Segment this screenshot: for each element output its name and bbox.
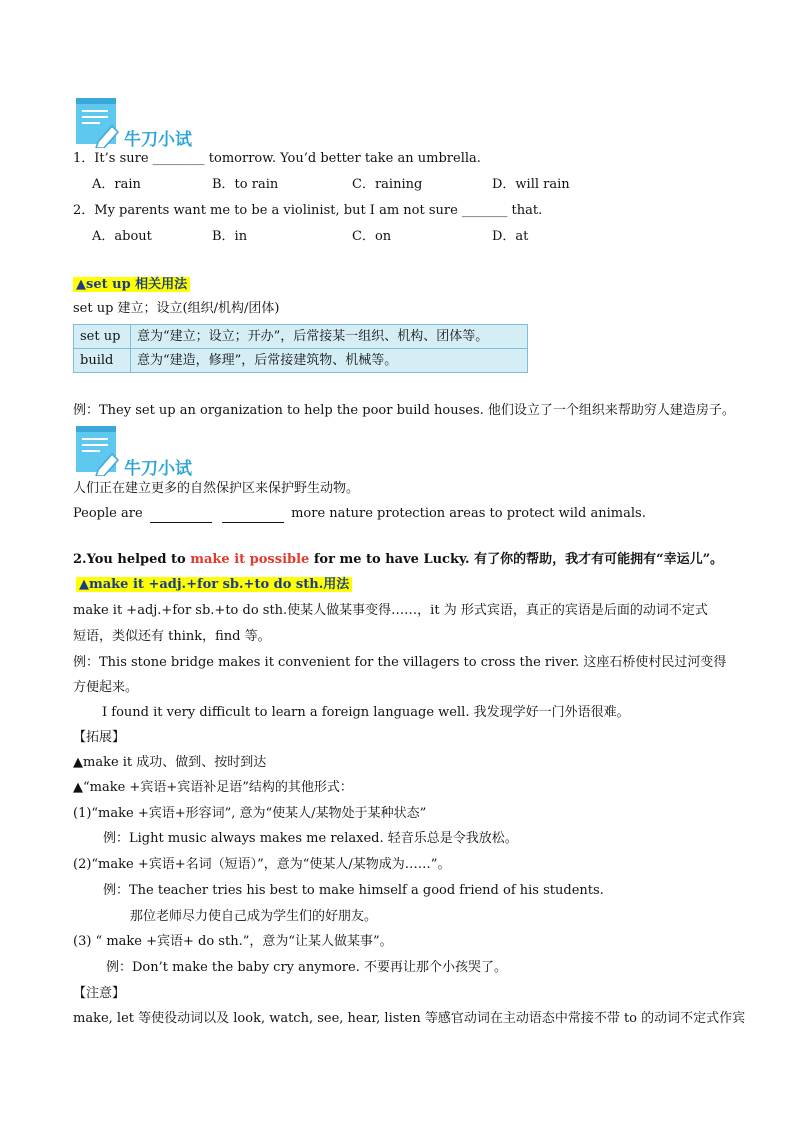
note-heading: 【注意】 [73, 986, 126, 1001]
sentence2-pre: 2.You helped to [73, 552, 191, 567]
q1-stem: 1．It’s sure ________ tomorrow. You’d better take an umbrella. [73, 151, 481, 166]
q2-option-a: A．about [92, 229, 152, 244]
q1-option-c: C．raining [352, 177, 423, 192]
practice-title: 牛刀小试 [124, 130, 192, 150]
table-term: set up [74, 325, 131, 349]
form2-translation: 那位老师尽力使自己成为学生们的好朋友。 [130, 909, 378, 924]
practice2-text-before: People are [73, 506, 143, 521]
q1-option-a: A．rain [92, 177, 141, 192]
table-desc: 意为“建造，修理”，后常接建筑物、机械等。 [131, 349, 528, 373]
form1: (1)“make +宾语+形容词”, 意为“使某人/某物处于某种状态” [73, 806, 427, 821]
setup-example: 例：They set up an organization to help the poor build houses. 他们设立了一个组织来帮助穷人建造房子。 [73, 403, 735, 418]
makeit-line1: make it +adj.+for sb.+to do sth.使某人做某事变得……，it 为 形式宾语，真正的宾语是后面的动词不定式 [73, 603, 708, 618]
table-row [74, 349, 528, 373]
q2-option-b: B．in [212, 229, 248, 244]
practice2-chinese: 人们正在建立更多的自然保护区来保护野生动物。 [73, 481, 360, 496]
expand-heading: 【拓展】 [73, 730, 126, 745]
makeit-example1a: 例：This stone bridge makes it convenient for the villagers to cross the river. 这座石桥使村民过河变得 [73, 655, 727, 670]
answer-blank-2[interactable] [222, 508, 284, 523]
table-term: build [74, 349, 131, 373]
form2-example: 例：The teacher tries his best to make himself a good friend of his students. [103, 883, 604, 898]
makeit-line2: 短语，类似还有 think，find 等。 [73, 629, 271, 644]
setup-heading: ▲set up 相关用法 [73, 277, 190, 292]
q2-option-d: D．at [492, 229, 529, 244]
q2-stem: 2．My parents want me to be a violinist, but I am not sure _______ that. [73, 203, 543, 218]
form3: (3) “ make +宾语+ do sth.”，意为“让某人做某事”。 [73, 934, 393, 949]
sentence2-post: for me to have Lucky. 有了你的帮助，我才有可能拥有“幸运儿”。 [309, 552, 724, 567]
note-text: make, let 等使役动词以及 look, watch, see, hear, listen 等感官动词在主动语态中常接不带 to 的动词不定式作宾 [73, 1011, 746, 1026]
table-desc: 意为“建立；设立；开办”，后常接某一组织、机构、团体等。 [131, 325, 528, 349]
practice2-text-after: more nature protection areas to protect wild animals. [291, 506, 646, 521]
q1-option-d: D．will rain [492, 177, 570, 192]
q2-option-c: C．on [352, 229, 392, 244]
notebook-pencil-icon [74, 96, 120, 148]
sentence2 [73, 551, 723, 569]
form1-example: 例：Light music always makes me relaxed. 轻音乐总是令我放松。 [103, 831, 518, 846]
expand-item2: ▲“make +宾语+宾语补足语”结构的其他形式： [73, 780, 353, 795]
sentence2-key: make it possible [190, 552, 310, 567]
practice2-english [73, 505, 646, 523]
form3-example: 例：Don’t make the baby cry anymore. 不要再让那个小孩哭了。 [106, 960, 507, 975]
makeit-heading: ▲make it +adj.+for sb.+to do sth.用法 [76, 577, 352, 592]
setup-definition: set up 建立；设立(组织/机构/团体) [73, 301, 280, 316]
makeit-example2: I found it very difficult to learn a foreign language well. 我发现学好一门外语很难。 [102, 705, 630, 720]
form2: (2)“make +宾语+名词（短语）”，意为“使某人/某物成为……”。 [73, 857, 451, 872]
expand-item1: ▲make it 成功、做到、按时到达 [73, 755, 267, 770]
makeit-example1b: 方便起来。 [73, 680, 139, 695]
practice-title-2: 牛刀小试 [124, 459, 192, 479]
usage-table [73, 324, 528, 373]
answer-blank-1[interactable] [150, 508, 212, 523]
table-row [74, 325, 528, 349]
notebook-pencil-icon [74, 424, 120, 476]
q1-option-b: B．to rain [212, 177, 279, 192]
